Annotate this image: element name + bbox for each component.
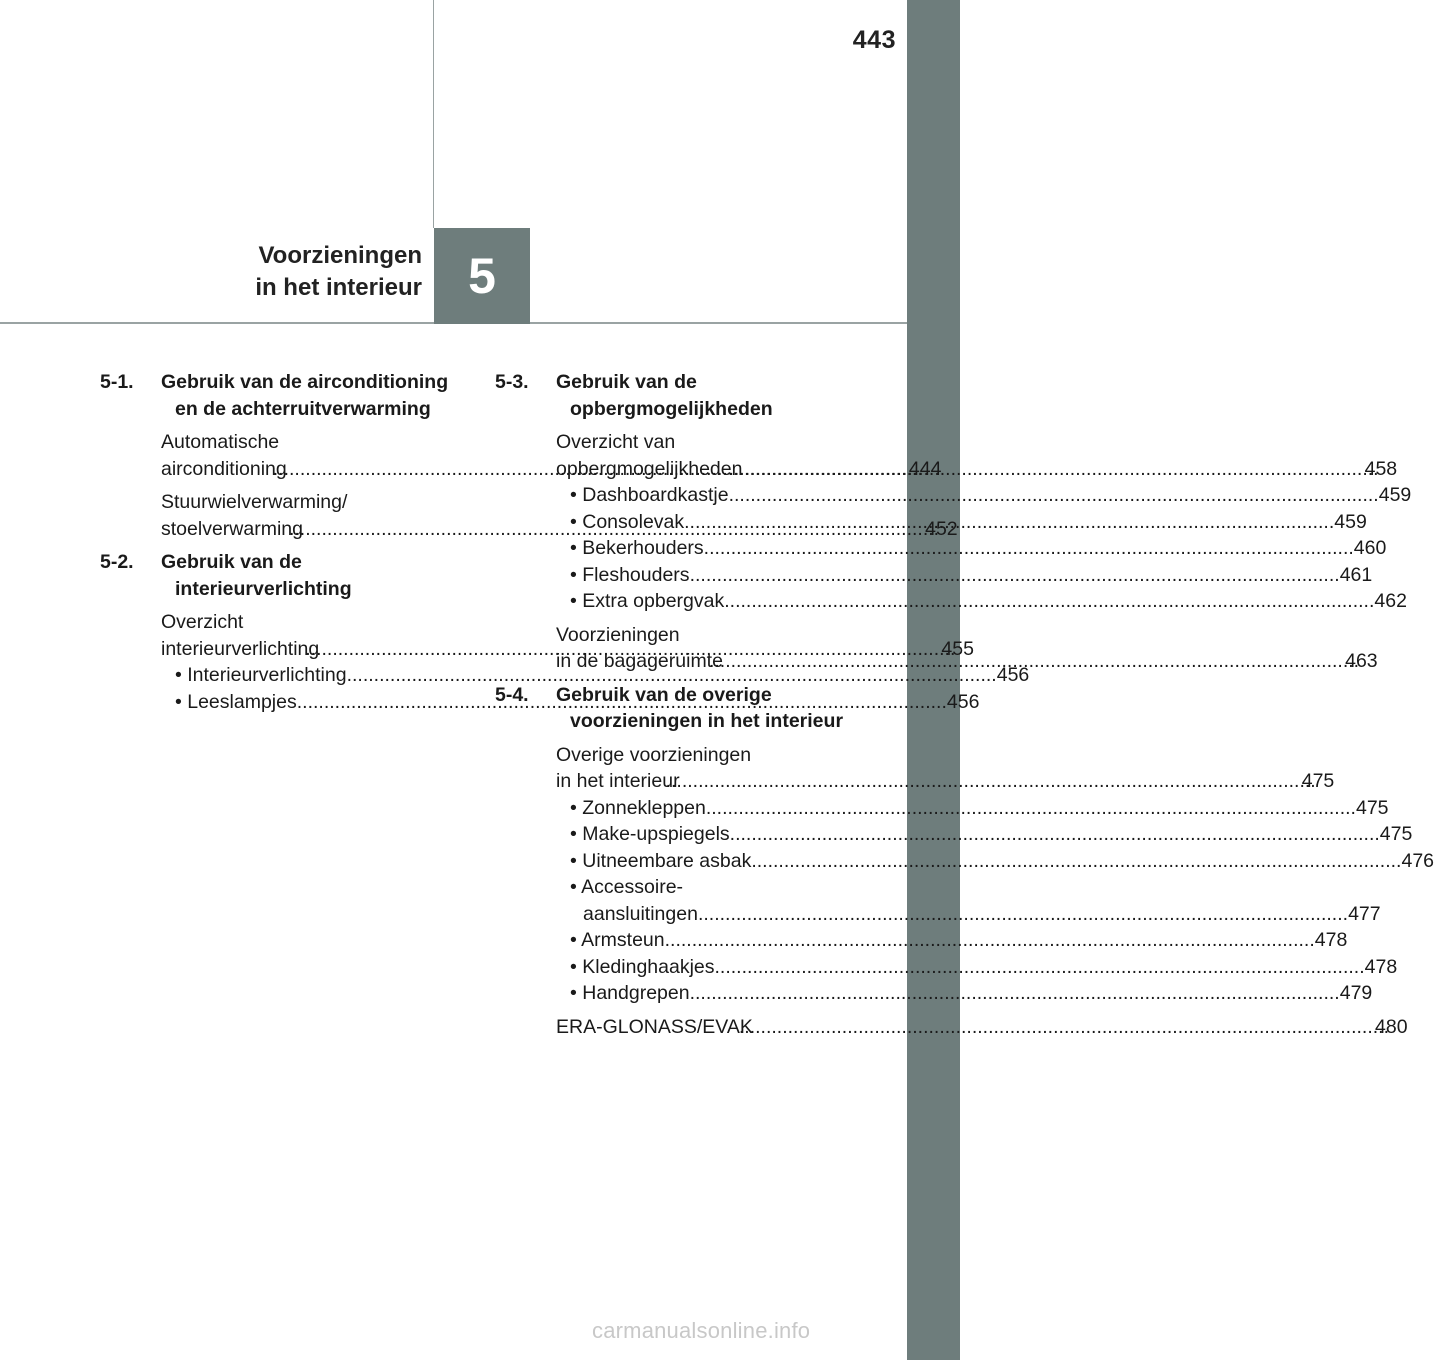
sub-entry-title-line1: • Accessoire- bbox=[570, 876, 684, 898]
toc-section-5-3[interactable] bbox=[495, 369, 847, 422]
sub-entry-title: • Handgrepen bbox=[570, 982, 690, 1004]
section-number: 5-1. bbox=[100, 371, 134, 393]
entry-title-line2: airconditioning bbox=[161, 457, 287, 480]
watermark: carmanualsonline.info bbox=[592, 1318, 811, 1343]
chapter-title-line2: in het interieur bbox=[255, 274, 422, 301]
sub-entry-title: • Dashboardkastje bbox=[570, 484, 729, 506]
section-number: 5-3. bbox=[495, 371, 529, 393]
sub-entry-page: 456 bbox=[946, 690, 980, 713]
sub-entry-page: 459 bbox=[1378, 484, 1412, 506]
toc-section-5-2[interactable] bbox=[100, 549, 462, 602]
toc-sub-entry[interactable] bbox=[495, 562, 1373, 589]
chapter-title bbox=[255, 240, 422, 304]
toc-entry[interactable] bbox=[495, 1014, 1408, 1041]
toc-section-5-4[interactable] bbox=[495, 682, 847, 735]
section-title: Gebruik van de interieurverlichting bbox=[161, 551, 352, 600]
sub-entry-page: 479 bbox=[1339, 982, 1373, 1004]
dot-leader bbox=[724, 588, 1374, 615]
sub-entry-title: • Bekerhouders bbox=[570, 537, 704, 559]
sub-entry-page: 478 bbox=[1314, 929, 1348, 951]
entry-title-line2: in het interieur bbox=[556, 770, 680, 792]
section-title: Gebruik van de airconditioning en de achterruitverwarming bbox=[161, 371, 449, 420]
sub-entry-page: 456 bbox=[996, 664, 1030, 686]
dot-leader bbox=[665, 927, 1315, 954]
sub-entry-title: • Make-upspiegels bbox=[570, 823, 730, 845]
dot-leader bbox=[706, 795, 1356, 822]
sub-entry-page: 460 bbox=[1353, 537, 1387, 559]
dot-leader bbox=[723, 648, 1359, 675]
sub-entry-page: 461 bbox=[1339, 563, 1373, 586]
dot-leader bbox=[730, 821, 1380, 848]
section-title: Gebruik van de overige voorzieningen in het interieur bbox=[556, 683, 844, 732]
sub-entry-page: 476 bbox=[1401, 849, 1434, 872]
sub-entry-page: 462 bbox=[1374, 590, 1407, 612]
toc-sub-entry[interactable] bbox=[495, 954, 1398, 981]
dot-leader bbox=[684, 509, 1334, 536]
toc-sub-entry[interactable] bbox=[495, 588, 1407, 615]
entry-title-line2: opbergmogelijkheden bbox=[556, 457, 743, 480]
entry-page: 455 bbox=[941, 637, 974, 660]
entry-title-line1: Automatische bbox=[161, 431, 280, 453]
entry-title-line1: Overzicht bbox=[161, 611, 244, 633]
section-number: 5-2. bbox=[100, 551, 134, 573]
dot-leader bbox=[680, 768, 1316, 795]
entry-title-line1: Overige voorzieningen bbox=[556, 743, 752, 766]
sub-entry-title: • Zonnekleppen bbox=[570, 796, 706, 819]
dot-leader bbox=[715, 954, 1365, 981]
toc-sub-entry[interactable] bbox=[495, 795, 1389, 822]
dot-leader bbox=[698, 901, 1348, 928]
toc-sub-entry[interactable] bbox=[495, 482, 1412, 509]
sub-entry-title: • Interieurverlichting bbox=[175, 664, 347, 686]
entry-title-line2: interieurverlichting bbox=[161, 637, 320, 660]
sub-entry-title: • Leeslampjes bbox=[175, 690, 297, 713]
toc-sub-entry[interactable] bbox=[495, 874, 1381, 927]
sub-entry-page: 478 bbox=[1364, 955, 1398, 978]
toc-entry[interactable] bbox=[495, 742, 1335, 795]
entry-title-line2: stoelverwarming bbox=[161, 517, 303, 540]
dot-leader bbox=[742, 456, 1378, 483]
entry-page: 444 bbox=[908, 457, 942, 480]
dot-leader bbox=[753, 1014, 1389, 1041]
toc-sub-entry[interactable] bbox=[495, 848, 1434, 875]
dot-leader bbox=[729, 482, 1379, 509]
sub-entry-page: 475 bbox=[1355, 796, 1389, 819]
toc-sub-entry[interactable] bbox=[495, 980, 1373, 1007]
entry-page: 475 bbox=[1301, 770, 1335, 792]
dot-leader bbox=[704, 535, 1354, 562]
entry-title-line1: Stuurwielverwarming/ bbox=[161, 491, 348, 513]
chapter-title-line1: Voorzieningen bbox=[258, 242, 422, 269]
sub-entry-page: 475 bbox=[1379, 823, 1413, 845]
entry-page: 452 bbox=[925, 517, 958, 540]
sub-entry-title: • Consolevak bbox=[570, 510, 685, 533]
header-vertical-rule bbox=[433, 0, 434, 228]
sub-entry-title: • Uitneembare asbak bbox=[570, 849, 752, 872]
entry-title: ERA-GLONASS/EVAK bbox=[556, 1015, 753, 1038]
toc-sub-entry[interactable] bbox=[495, 535, 1387, 562]
sub-entry-title-line2: aansluitingen bbox=[583, 902, 698, 925]
entry-title-line1: Voorzieningen bbox=[556, 623, 680, 646]
toc-sub-entry[interactable] bbox=[100, 662, 1030, 689]
dot-leader bbox=[690, 562, 1340, 589]
sub-entry-title: • Kledinghaakjes bbox=[570, 955, 715, 978]
sub-entry-title: • Fleshouders bbox=[570, 563, 690, 586]
sub-entry-title: • Armsteun bbox=[570, 929, 665, 951]
entry-page: 480 bbox=[1375, 1015, 1408, 1038]
sub-entry-page: 477 bbox=[1348, 902, 1381, 925]
sub-entry-title: • Extra opbergvak bbox=[570, 590, 725, 612]
toc-section-5-1[interactable] bbox=[100, 369, 462, 422]
section-number: 5-4. bbox=[495, 683, 529, 706]
dot-leader bbox=[751, 848, 1401, 875]
entry-title-line2: in de bagageruimte bbox=[556, 650, 723, 672]
entry-title-line1: Overzicht van bbox=[556, 431, 676, 453]
toc-sub-entry[interactable] bbox=[495, 821, 1413, 848]
entry-page: 458 bbox=[1364, 457, 1398, 480]
dot-leader bbox=[690, 980, 1340, 1007]
entry-page: 463 bbox=[1345, 650, 1378, 672]
sub-entry-page: 459 bbox=[1334, 510, 1367, 533]
chapter-number-box: 5 bbox=[434, 228, 530, 324]
toc-sub-entry[interactable] bbox=[495, 927, 1348, 954]
page-number: 443 bbox=[852, 26, 896, 54]
section-title: Gebruik van de opbergmogelijkheden bbox=[556, 371, 773, 420]
